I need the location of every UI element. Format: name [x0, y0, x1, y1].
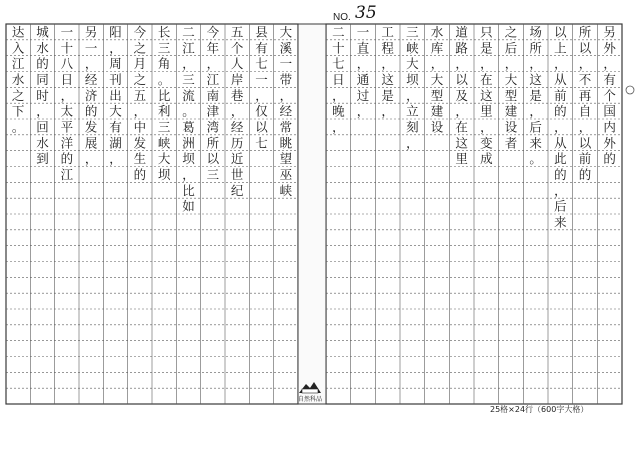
right-page-char: 大 [504, 71, 518, 87]
left-page-char: 入 [11, 40, 25, 56]
right-page-char: 前 [554, 87, 567, 103]
page-number: 35 [355, 3, 377, 23]
left-page-char: 一 [255, 71, 268, 87]
left-page-char: 三 [206, 166, 220, 182]
left-page-char: 发 [133, 135, 147, 151]
right-page-char: 水 [430, 24, 444, 40]
left-page-char: 经 [230, 119, 244, 135]
left-page-char: 生 [133, 151, 147, 167]
right-page-char: 日 [332, 71, 345, 87]
left-page-char: 历 [230, 135, 244, 151]
right-page-char: ， [406, 87, 419, 103]
right-page-char: 以 [578, 135, 592, 151]
right-page-char: 这 [529, 71, 542, 87]
right-page-char: ， [554, 182, 567, 198]
left-page-char: 峡 [157, 135, 171, 151]
left-page-char: 之 [133, 40, 147, 56]
right-page-char: ， [529, 103, 542, 119]
right-page-char: ， [578, 56, 592, 72]
right-page-char: 的 [554, 103, 567, 119]
left-page-char: 峡 [279, 182, 293, 198]
right-page-char: 这 [455, 135, 468, 151]
left-page-char: 水 [11, 71, 25, 87]
left-page-char: 阳 [109, 24, 122, 40]
right-page-char: 道 [455, 24, 468, 40]
left-page-char: 的 [60, 151, 74, 167]
right-page-char: ， [356, 56, 370, 72]
mountain-logo-icon [298, 380, 322, 394]
left-page-char: ， [182, 56, 195, 72]
left-page-char: 个 [230, 40, 244, 56]
right-page-char: 成 [480, 151, 493, 167]
right-page-char: 在 [455, 119, 468, 135]
right-page-char: 有 [603, 71, 616, 87]
left-page-char: 之 [11, 87, 25, 103]
left-page-char: 人 [230, 56, 244, 72]
right-page-char: ， [504, 56, 518, 72]
left-page-char: 今 [133, 24, 147, 40]
left-page-char: 的 [84, 103, 98, 119]
left-page-char: 二 [182, 24, 195, 40]
left-page-char: ， [230, 103, 244, 119]
right-page-char: ， [554, 56, 567, 72]
right-page-char: 国 [603, 103, 616, 119]
left-page-char: 以 [255, 119, 268, 135]
left-page-char: 一 [279, 56, 293, 72]
right-page-char: ， [480, 119, 493, 135]
right-page-char: 刻 [406, 119, 419, 135]
left-page-char: 出 [109, 87, 122, 103]
left-page-char: 城 [36, 24, 49, 40]
left-page-char: ， [182, 166, 195, 182]
right-grid [326, 24, 622, 404]
left-page-char: 水 [36, 40, 49, 56]
right-page-char: 来 [554, 214, 567, 230]
right-page-char: 坝 [406, 71, 419, 87]
left-page-char: 。 [157, 71, 171, 87]
right-page-char: 建 [504, 103, 518, 119]
left-page-char: ， [60, 87, 74, 103]
left-page-char: 七 [255, 135, 268, 151]
right-page-char: 设 [430, 119, 444, 135]
right-page-char: 自 [578, 103, 592, 119]
left-page-char: 发 [84, 119, 98, 135]
right-page-char: 是 [529, 87, 542, 103]
right-page-char: 路 [455, 40, 468, 56]
left-page-char: 洲 [182, 135, 195, 151]
left-page-char: 常 [279, 119, 293, 135]
right-page-char: ， [332, 119, 345, 135]
right-page-char: 以 [578, 40, 592, 56]
left-page-char: 一 [60, 24, 74, 40]
left-page-char: 湖 [109, 135, 122, 151]
left-page-char: 平 [60, 119, 74, 135]
left-page-char: 如 [182, 198, 195, 214]
right-page-char: ， [381, 103, 394, 119]
right-page-char: 是 [480, 40, 493, 56]
left-page-char: ， [133, 103, 147, 119]
left-page-char: 南 [206, 87, 220, 103]
left-page-char: ， [206, 56, 220, 72]
right-page-char: 另 [603, 24, 616, 40]
left-page-char: ， [84, 56, 98, 72]
left-page-char: 洋 [60, 135, 74, 151]
right-page-char: 来 [529, 135, 542, 151]
left-page-char: 之 [133, 71, 147, 87]
publisher-logo [297, 380, 323, 403]
right-page-char: 里 [480, 103, 493, 119]
page-number-label: NO. [333, 12, 351, 23]
right-page-char: 程 [381, 40, 394, 56]
right-page-char: ， [356, 103, 370, 119]
right-page-char: 场 [529, 24, 542, 40]
left-page-char: 流 [182, 87, 195, 103]
left-page-char: 比 [182, 182, 195, 198]
right-page-char: ， [480, 56, 493, 72]
left-page-char: 有 [109, 119, 122, 135]
left-page-char: 近 [230, 151, 244, 167]
left-page-char: 展 [84, 135, 98, 151]
right-page-char: 峡 [406, 40, 419, 56]
right-page-char: 大 [406, 56, 419, 72]
right-page-char: 只 [480, 24, 493, 40]
right-page-char: 是 [381, 87, 394, 103]
left-page-char: 世 [230, 166, 244, 182]
left-page-char: 。 [182, 103, 195, 119]
right-page-char: 过 [356, 87, 370, 103]
right-page-char: 以 [455, 71, 468, 87]
left-page-char: 经 [279, 103, 293, 119]
right-page-char: 直 [356, 40, 370, 56]
left-page-char: 江 [11, 56, 25, 72]
left-page-char: ， [36, 103, 49, 119]
left-page-char: 纪 [230, 182, 244, 198]
left-page-char: 八 [60, 56, 74, 72]
right-page-char: 后 [554, 198, 567, 214]
left-page-char: 巫 [279, 166, 293, 182]
right-page-char: 后 [529, 119, 542, 135]
right-page-char: 个 [603, 87, 616, 103]
right-page-char: 工 [381, 24, 394, 40]
right-page-char: ， [603, 56, 616, 72]
right-page-char: ， [406, 135, 419, 151]
right-page-char: 二 [332, 24, 345, 40]
right-page-char: 库 [430, 40, 444, 56]
left-page-char: 时 [36, 87, 49, 103]
left-page-char: 月 [133, 56, 147, 72]
left-page-char: 坝 [157, 166, 171, 182]
right-page-char: 里 [455, 151, 468, 167]
left-page-char: 五 [230, 24, 244, 40]
left-page-char: 湾 [206, 119, 220, 135]
left-page-char: 江 [60, 166, 74, 182]
right-page-char: ， [455, 103, 468, 119]
left-page-char: ， [255, 87, 268, 103]
right-page-char: ， [529, 56, 542, 72]
left-page-char: 。 [11, 119, 25, 135]
left-page-char: 经 [84, 71, 98, 87]
left-page-char: 长 [157, 24, 171, 40]
left-page-char: ， [84, 151, 98, 167]
left-page-char: 江 [182, 40, 195, 56]
left-page-char: 下 [11, 103, 25, 119]
left-page-char: 济 [84, 87, 98, 103]
left-page-char: 巷 [230, 87, 244, 103]
right-page-char: 再 [578, 87, 592, 103]
left-page-char: 坝 [182, 151, 195, 167]
right-page-char: 所 [578, 24, 592, 40]
right-page-char: 所 [529, 40, 542, 56]
right-page-char: ， [578, 119, 592, 135]
left-page-char: 仅 [255, 103, 268, 119]
left-page-char: 大 [279, 24, 293, 40]
left-page-char: 一 [84, 40, 98, 56]
right-page-char: 变 [480, 135, 493, 151]
left-page-char: 利 [157, 103, 171, 119]
left-page-char: 到 [36, 151, 49, 167]
right-page-char: 及 [455, 87, 468, 103]
left-page-char: 中 [133, 119, 147, 135]
right-page-char: 在 [480, 71, 493, 87]
left-page-char: 刊 [109, 71, 122, 87]
left-page-char: 所 [206, 135, 220, 151]
right-page-char: 通 [356, 71, 370, 87]
left-page-char: 同 [36, 71, 49, 87]
left-page-char: 有 [255, 40, 268, 56]
left-page-char: ， [109, 40, 122, 56]
left-page-char: 的 [133, 166, 147, 182]
right-page-char: 的 [578, 166, 592, 182]
left-page-char: 三 [157, 40, 171, 56]
right-page-char: 内 [603, 119, 616, 135]
right-page-char: 一 [356, 24, 370, 40]
left-page-char: 眺 [279, 135, 293, 151]
right-page-char: ， [455, 56, 468, 72]
right-page-char: 型 [430, 87, 444, 103]
right-page-char: 之 [504, 24, 518, 40]
left-page-char: 津 [206, 103, 220, 119]
paper-spec-footer: 25格×24行（600字大格） [490, 405, 589, 414]
right-page-char: ， [381, 56, 394, 72]
right-page-char: 设 [504, 119, 518, 135]
right-page-char: 前 [578, 151, 592, 167]
left-page-char: 岸 [230, 71, 244, 87]
right-page-char: 不 [578, 71, 592, 87]
right-page-char: 七 [332, 56, 345, 72]
right-page-char: 的 [603, 151, 616, 167]
right-page-char: 型 [504, 87, 518, 103]
left-page-char: 达 [11, 24, 25, 40]
left-page-char: 日 [60, 71, 74, 87]
left-page-char: 回 [36, 119, 49, 135]
right-page-char: 外 [603, 135, 616, 151]
right-page-char: 建 [430, 103, 444, 119]
punch-hole-icon [626, 86, 634, 94]
left-page-char: 葛 [182, 119, 195, 135]
left-page-char: 七 [255, 56, 268, 72]
logo-text: 自然科品 [297, 396, 322, 403]
left-page-char: 五 [133, 87, 147, 103]
right-page-char: 。 [529, 151, 542, 167]
left-page-char: 望 [279, 151, 293, 167]
left-page-char: 县 [255, 24, 268, 40]
right-page-char: 上 [554, 40, 567, 56]
left-page-char: 水 [36, 135, 49, 151]
right-page-char: 晚 [332, 103, 345, 119]
left-grid [6, 24, 298, 404]
left-page-char: 角 [157, 56, 171, 72]
right-page-char: 从 [554, 135, 567, 151]
left-page-char: 年 [206, 40, 220, 56]
left-page-char: 三 [157, 119, 171, 135]
left-page-char: 周 [109, 56, 122, 72]
left-page-char: 带 [279, 71, 293, 87]
right-page-char: 立 [406, 103, 419, 119]
left-page-char: 今 [206, 24, 220, 40]
right-page-char: 这 [381, 71, 394, 87]
right-page-char: 三 [406, 24, 419, 40]
left-page-char: 大 [157, 151, 171, 167]
left-page-char: 太 [60, 103, 74, 119]
left-page-char: ， [109, 151, 122, 167]
left-page-char: ， [279, 87, 293, 103]
left-page-char: 的 [36, 56, 49, 72]
left-page-char: 另 [84, 24, 98, 40]
left-page-char: 江 [206, 71, 220, 87]
left-page-char: 十 [60, 40, 74, 56]
left-page-char: 溪 [279, 40, 293, 56]
left-page-char: 比 [157, 87, 171, 103]
left-page-char: 大 [109, 103, 122, 119]
right-page-char: ， [554, 119, 567, 135]
right-page-char: 外 [603, 40, 616, 56]
right-page-char: 的 [554, 166, 567, 182]
right-page-char: 十 [332, 40, 345, 56]
right-page-char: ， [332, 87, 345, 103]
right-page-char: 以 [554, 24, 567, 40]
right-page-char: 大 [430, 71, 444, 87]
right-page-char: 这 [480, 87, 493, 103]
right-page-char: 者 [504, 135, 518, 151]
right-page-char: 从 [554, 71, 567, 87]
left-page-char: 以 [206, 151, 220, 167]
left-page-char: 三 [182, 71, 195, 87]
right-page-char: 此 [554, 151, 567, 167]
center-gutter [298, 24, 326, 404]
right-page-char: 后 [504, 40, 518, 56]
right-page-char: ， [430, 56, 444, 72]
